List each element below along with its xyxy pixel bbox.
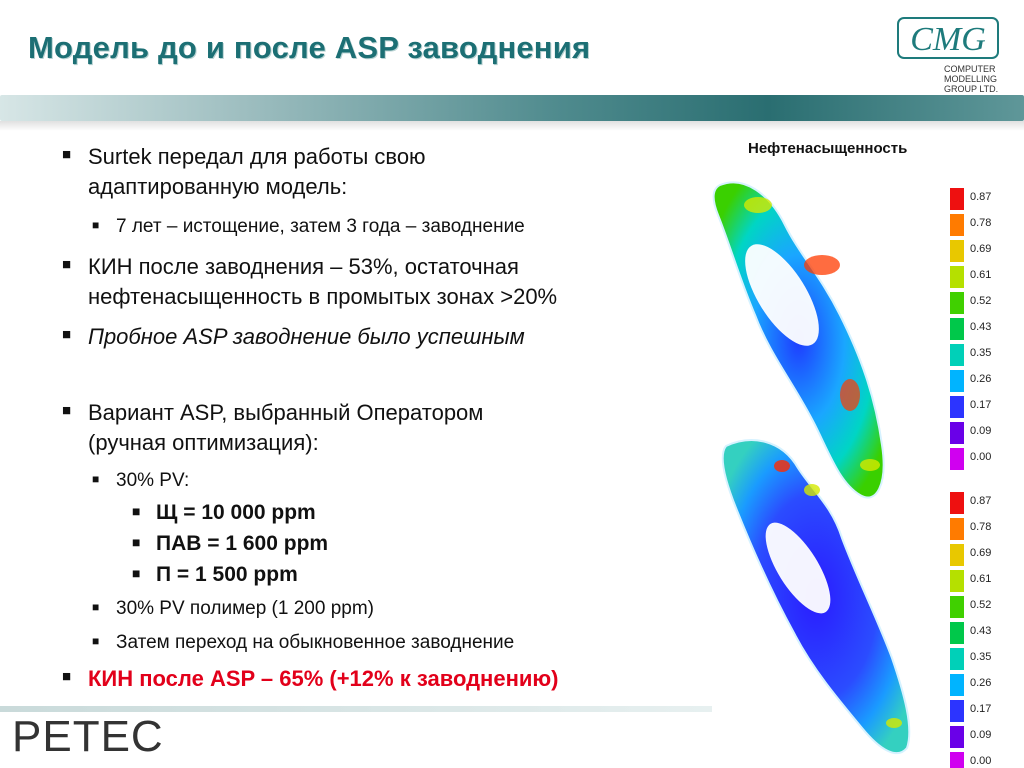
colorbar-swatch (950, 726, 964, 748)
map-bottom-hot-zone (774, 460, 790, 472)
bullet-marker: ■ (92, 634, 100, 648)
colorbar-swatch (950, 344, 964, 366)
oil-saturation-label: Нефтенасыщенность (748, 140, 908, 157)
colorbar-swatch (950, 570, 964, 592)
bullet-marker: ■ (132, 565, 141, 581)
colorbar-swatch (950, 188, 964, 210)
map-bottom-warm-zone (804, 484, 820, 496)
bullet-30pv: ■ 30% PV: (116, 466, 189, 496)
colorbar-swatch (950, 674, 964, 696)
colorbar-label: 0.00 (970, 451, 992, 463)
colorbar-swatch (950, 240, 964, 262)
colorbar-swatch (950, 318, 964, 340)
colorbar-swatch (950, 518, 964, 540)
bullet-kin-flooding: ■ КИН после заводнения – 53%, остаточная нефтенасыщенность в промытых зонах >20% (88, 252, 557, 312)
bullet-surfactant: ■ ПАВ = 1 600 ppm (156, 529, 328, 559)
colorbar-label: 0.69 (970, 547, 992, 559)
colorbar-label: 0.78 (970, 217, 992, 229)
colorbar-swatch (950, 648, 964, 670)
map-top-warm-zone (744, 197, 772, 213)
colorbar-top (948, 184, 1018, 463)
colorbar-label: 0.35 (970, 651, 992, 663)
colorbar-label: 0.00 (970, 755, 992, 767)
bullet-30pv-polymer: ■ 30% PV полимер (1 200 ppm) (116, 594, 374, 624)
bullet-depletion: ■ 7 лет – истощение, затем 3 года – заводнение (116, 212, 525, 242)
colorbar-label: 0.35 (970, 347, 992, 359)
colorbar-swatch (950, 422, 964, 444)
bullet-marker: ■ (62, 402, 72, 419)
cmg-logo (888, 12, 1008, 98)
bullet-marker: ■ (62, 668, 72, 685)
bullet-surtek: ■ Surtek передал для работы свою адаптированную модель: (88, 142, 426, 202)
colorbar-swatch (950, 266, 964, 288)
bullet-marker: ■ (62, 256, 72, 273)
colorbar-label: 0.87 (970, 191, 992, 203)
bullet-marker: ■ (92, 218, 100, 232)
cmg-logo-mark (888, 12, 1008, 72)
oil-saturation-map-bottom (712, 428, 922, 763)
colorbar-swatch (950, 492, 964, 514)
colorbar-label: 0.09 (970, 729, 992, 741)
bullet-polymer: ■ П = 1 500 ppm (156, 560, 298, 590)
cmg-logo-subtitle: COMPUTER MODELLING GROUP LTD. (944, 64, 999, 94)
colorbar-swatch (950, 700, 964, 722)
map-bottom-warm-zone (886, 718, 902, 728)
colorbar-label: 0.69 (970, 243, 992, 255)
petec-logo: PETEC (12, 712, 164, 761)
bullet-marker: ■ (92, 600, 100, 614)
colorbar-swatch (950, 292, 964, 314)
colorbar-label: 0.26 (970, 373, 992, 385)
colorbar-label: 0.61 (970, 573, 992, 585)
colorbar-bottom (948, 488, 1018, 767)
colorbar-label: 0.26 (970, 677, 992, 689)
colorbar-swatch (950, 596, 964, 618)
colorbar-label: 0.17 (970, 703, 992, 715)
bullet-marker: ■ (132, 534, 141, 550)
map-top-hot-zone (840, 379, 860, 411)
colorbar-swatch (950, 544, 964, 566)
bullet-trial-asp: ■ Пробное ASP заводнение было успешным (88, 322, 525, 352)
map-top-hot-zone (804, 255, 840, 275)
cmg-logo-text: CMG (910, 21, 986, 58)
bullet-marker: ■ (62, 326, 72, 343)
title-divider-bar (0, 95, 1024, 121)
bullet-marker: ■ (132, 503, 141, 519)
colorbar-swatch (950, 396, 964, 418)
colorbar-label: 0.61 (970, 269, 992, 281)
colorbar-swatch (950, 448, 964, 470)
colorbar-swatch (950, 752, 964, 768)
bullet-marker: ■ (92, 472, 100, 486)
colorbar-label: 0.09 (970, 425, 992, 437)
colorbar-label: 0.52 (970, 295, 992, 307)
bullet-marker: ■ (62, 146, 72, 163)
colorbar-label: 0.43 (970, 625, 992, 637)
colorbar-label: 0.78 (970, 521, 992, 533)
bullet-waterflood: ■ Затем переход на обыкновенное заводнение (116, 628, 514, 658)
colorbar-swatch (950, 214, 964, 236)
colorbar-label: 0.52 (970, 599, 992, 611)
bullet-kin-asp: ■ КИН после ASP – 65% (+12% к заводнению) (88, 664, 559, 694)
bullet-asp-variant: ■ Вариант ASP, выбранный Оператором (ручная оптимизация): (88, 398, 483, 458)
colorbar-label: 0.43 (970, 321, 992, 333)
colorbar-label: 0.87 (970, 495, 992, 507)
bullet-alkali: ■ Щ = 10 000 ppm (156, 498, 316, 528)
colorbar-swatch (950, 370, 964, 392)
page-title: Модель до и после ASP заводнения (28, 30, 591, 65)
colorbar-label: 0.17 (970, 399, 992, 411)
colorbar-swatch (950, 622, 964, 644)
